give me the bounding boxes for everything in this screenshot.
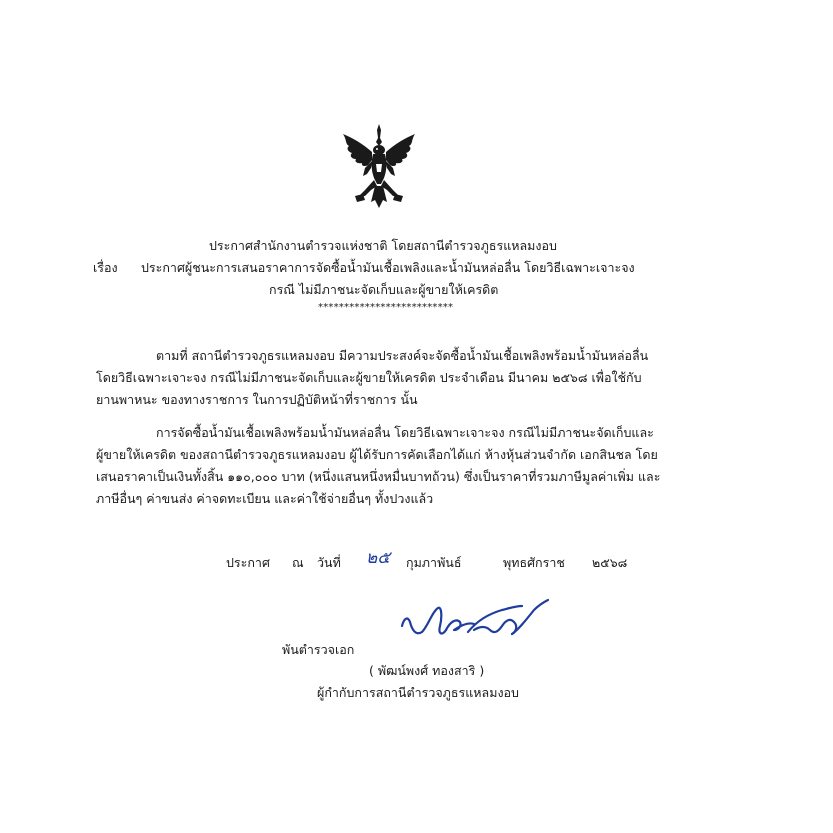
garuda-emblem-icon <box>341 124 417 208</box>
separator: ************************** <box>318 302 454 313</box>
paragraph2-line4: ภาษีอื่นๆ ค่าขนส่ง ค่าจดทะเบียน และค่าใช้จ่ายอื่นๆ ทั้งปวงแล้ว <box>96 491 434 506</box>
signatory-position: ผู้กำกับการสถานีตำรวจภูธรแหลมงอบ <box>317 685 519 700</box>
announcement-label: ประกาศ <box>226 555 270 570</box>
announcement-day: ๒๕ <box>366 548 391 568</box>
paragraph2-line3: เสนอราคาเป็นเงินทั้งสิ้น ๑๑๐,๐๐๐ บาท (หนึ่งแสนหนึ่งหมื่นบาทถ้วน) ซึ่งเป็นราคาที่รวมภาษีมูลค่าเพิ่ม และ <box>96 469 661 484</box>
paragraph1-line2: โดยวิธีเฉพาะเจาะจง กรณีไม่มีภาชนะจัดเก็บและผู้ขายให้เครดิต ประจำเดือน มีนาคม ๒๕๖๘ เพื่อใช้กับ <box>96 370 642 385</box>
paragraph1-line1: ตามที่ สถานีตำรวจภูธรแหลมงอบ มีความประสงค์จะจัดซื้อน้ำมันเชื้อเพลิงพร้อมน้ำมันหล่อลื่น <box>156 348 649 363</box>
announcement-at: ณ <box>292 555 304 570</box>
subject-label: เรื่อง <box>93 260 118 275</box>
paragraph1-line3: ยานพาหนะ ของทางราชการ ในการปฏิบัติหน้าที่ราชการ นั้น <box>96 392 418 407</box>
subject-line <box>93 259 635 277</box>
subject-text-continued: กรณี ไม่มีภาชนะจัดเก็บและผู้ขายให้เครดิต <box>269 282 499 297</box>
signatory-name: ( พัฒน์พงศ์ ทองสาริ ) <box>369 663 485 678</box>
paragraph2-line1: การจัดซื้อน้ำมันเชื้อเพลิงพร้อมน้ำมันหล่อลื่น โดยวิธีเฉพาะเจาะจง กรณีไม่มีภาชนะจัดเก็บและ <box>156 425 654 440</box>
paragraph2-line2: ผู้ขายให้เครดิต ของสถานีตำรวจภูธรแหลมงอบ ผู้ได้รับการคัดเลือกได้แก่ ห้างหุ้นส่วนจำกัด เอกสินชล โดย <box>96 447 658 462</box>
announcement-month: กุมภาพันธ์ <box>406 555 462 570</box>
header-title: ประกาศสำนักงานตำรวจแห่งชาติ โดยสถานีตำรวจภูธรแหลมงอบ <box>209 238 557 253</box>
signatory-rank: พันตำรวจเอก <box>282 642 355 657</box>
subject-text: ประกาศผู้ชนะการเสนอราคาการจัดซื้อน้ำมันเชื้อเพลิงและน้ำมันหล่อลื่น โดยวิธีเฉพาะเจาะจง <box>141 260 635 275</box>
announcement-day-label: วันที่ <box>317 555 341 570</box>
announcement-era: พุทธศักราช <box>503 555 565 570</box>
handwritten-signature-icon <box>398 596 550 652</box>
announcement-year: ๒๕๖๘ <box>592 555 628 570</box>
